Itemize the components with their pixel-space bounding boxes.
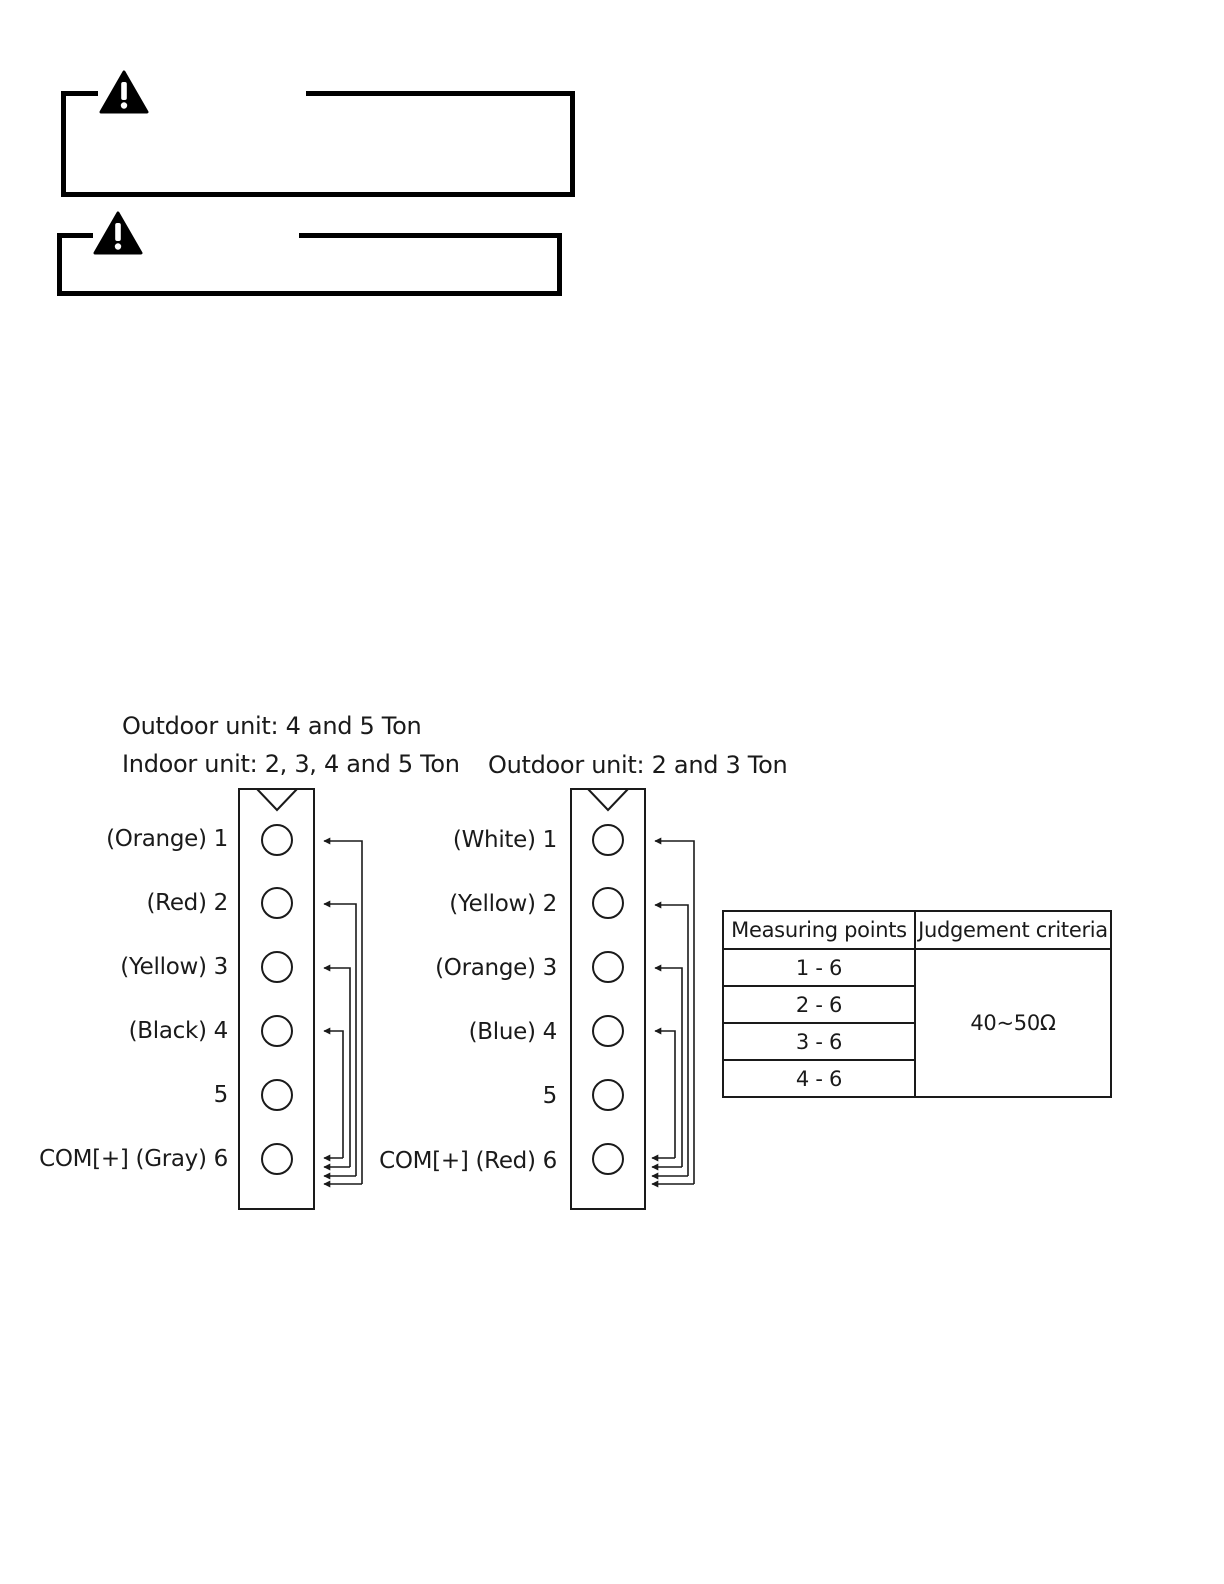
right-pin-label-1: (White) 1 (452, 827, 557, 853)
left-measurement-leads (324, 841, 362, 1184)
left-pin-3 (262, 952, 292, 982)
right-pin-1 (593, 825, 623, 855)
left-pin-1 (262, 825, 292, 855)
right-pin-3 (593, 952, 623, 982)
measuring-point-cell: 1 - 6 (723, 949, 915, 986)
right-lead-3-6 (655, 968, 682, 1167)
measuring-point-cell: 3 - 6 (723, 1023, 915, 1060)
left-pin-label-3: (Yellow) 3 (120, 954, 228, 980)
left-connector (239, 789, 314, 1209)
right-pin-4 (593, 1016, 623, 1046)
right-pin-label-4: (Blue) 4 (468, 1019, 557, 1045)
right-pin-2 (593, 888, 623, 918)
left-pin-label-4: (Black) 4 (128, 1018, 228, 1044)
left-lead-4-6 (324, 1031, 343, 1158)
left-pin-label-6: COM[+] (Gray) 6 (39, 1146, 228, 1172)
left-pin-label-5: 5 (213, 1082, 228, 1108)
right-pin-label-3: (Orange) 3 (435, 955, 557, 981)
left-pin-4 (262, 1016, 292, 1046)
criteria-cell: 40~50Ω (915, 949, 1111, 1097)
right-lead-4-6 (655, 1031, 675, 1158)
left-connector-key-notch (257, 789, 297, 810)
table-row (723, 949, 1111, 986)
right-pin-label-6: COM[+] (Red) 6 (379, 1148, 557, 1174)
header-measuring-points: Measuring points (723, 911, 915, 949)
right-pin-label-2: (Yellow) 2 (449, 891, 557, 917)
left-pin-label-1: (Orange) 1 (106, 826, 228, 852)
right-measurement-leads (652, 841, 694, 1184)
left-lead-2-6 (324, 904, 356, 1176)
left-diagram-title-line1: Outdoor unit: 4 and 5 Ton (122, 712, 422, 740)
measurement-criteria-table (722, 910, 1112, 1098)
right-pin-6 (593, 1144, 623, 1174)
right-pin-5 (593, 1080, 623, 1110)
measuring-point-cell: 2 - 6 (723, 986, 915, 1023)
right-connector (571, 789, 645, 1209)
right-pin-label-5: 5 (542, 1083, 557, 1109)
left-lead-3-6 (324, 968, 350, 1167)
left-diagram-title-line2: Indoor unit: 2, 3, 4 and 5 Ton (122, 750, 460, 778)
left-pin-label-2: (Red) 2 (146, 890, 228, 916)
table-header-row (723, 911, 1111, 949)
header-judgement-criteria: Judgement criteria (915, 911, 1111, 949)
left-connector-body (239, 789, 314, 1209)
measuring-point-cell: 4 - 6 (723, 1060, 915, 1097)
right-lead-2-6 (655, 905, 688, 1176)
left-pin-2 (262, 888, 292, 918)
right-diagram-title: Outdoor unit: 2 and 3 Ton (488, 751, 788, 779)
left-pin-5 (262, 1080, 292, 1110)
right-connector-key-notch (588, 789, 628, 810)
right-connector-body (571, 789, 645, 1209)
left-pin-6 (262, 1144, 292, 1174)
